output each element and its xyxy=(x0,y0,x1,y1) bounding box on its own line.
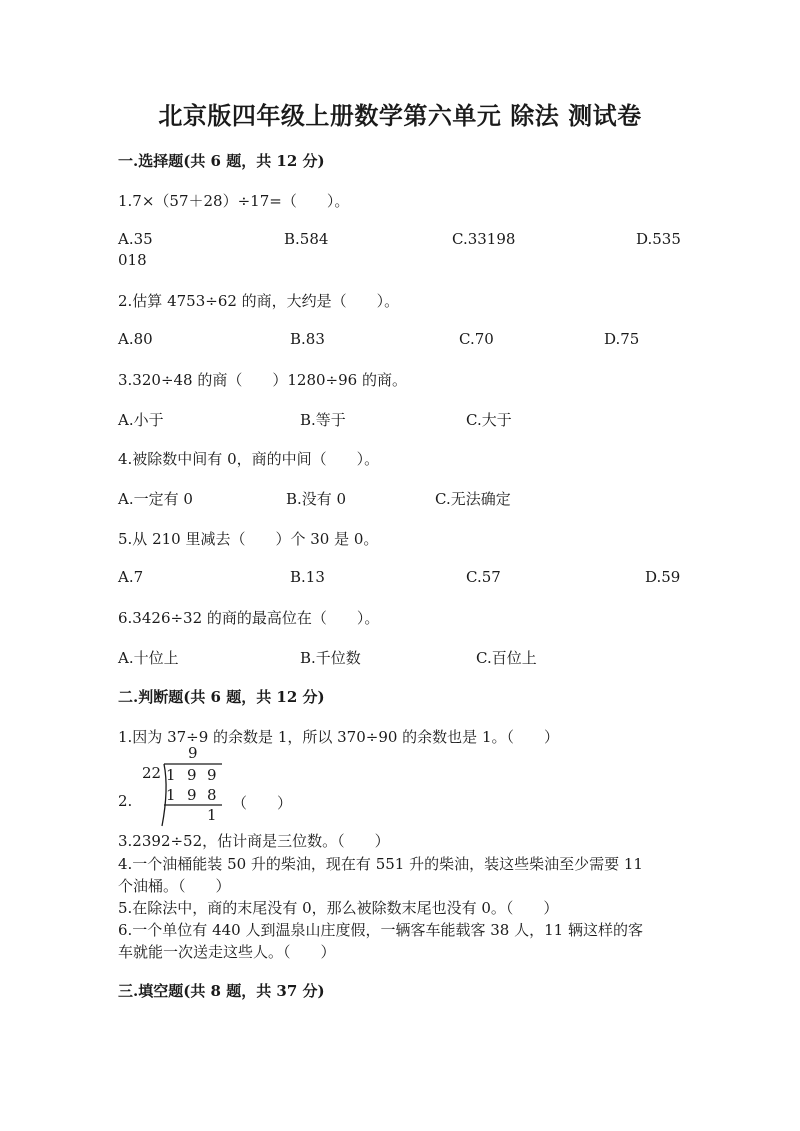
option-c: C.大于 xyxy=(466,411,512,429)
option-d: D.75 xyxy=(604,330,640,348)
division-remainder: 1 xyxy=(207,806,217,824)
option-d: D.535 xyxy=(636,230,681,248)
option-c: C.百位上 xyxy=(476,649,537,667)
division-product-digit: 8 xyxy=(207,786,217,804)
question-4: 4.被除数中间有 0，商的中间（ ）。 xyxy=(118,450,380,468)
question-5: 5.从 210 里减去（ ）个 30 是 0。 xyxy=(118,530,379,548)
division-dividend-digit: 1 xyxy=(166,766,176,784)
long-division-figure xyxy=(140,744,240,824)
option-c: C.70 xyxy=(459,330,494,348)
option-c: C.无法确定 xyxy=(435,490,511,508)
option-b: B.83 xyxy=(290,330,325,348)
option-b: B.等于 xyxy=(300,411,346,429)
judge-question-4-line1: 4.一个油桶能装 50 升的柴油，现在有 551 升的柴油，装这些柴油至少需要 11 xyxy=(118,855,643,873)
judge-question-2-paren: （ ） xyxy=(232,794,293,812)
judge-question-5: 5.在除法中，商的末尾没有 0，那么被除数末尾也没有 0。（ ） xyxy=(118,899,559,917)
question-3: 3.320÷48 的商（ ）1280÷96 的商。 xyxy=(118,371,407,389)
option-a: A.35 xyxy=(118,230,153,248)
option-b: B.没有 0 xyxy=(286,490,347,508)
division-dividend-digit: 9 xyxy=(187,766,197,784)
option-c: C.57 xyxy=(466,568,501,586)
division-dividend-digit: 9 xyxy=(207,766,217,784)
option-a: A.小于 xyxy=(118,411,164,429)
question-6: 6.3426÷32 的商的最高位在（ ）。 xyxy=(118,609,380,627)
question-2: 2.估算 4753÷62 的商，大约是（ ）。 xyxy=(118,292,400,310)
judge-question-3: 3.2392÷52，估计商是三位数。（ ） xyxy=(118,832,390,850)
division-product-digit: 9 xyxy=(187,786,197,804)
option-a: A.80 xyxy=(118,330,153,348)
division-quotient: 9 xyxy=(188,744,198,762)
division-divisor: 22 xyxy=(142,764,162,782)
option-b: B.千位数 xyxy=(300,649,361,667)
judge-question-1: 1.因为 37÷9 的余数是 1，所以 370÷90 的余数也是 1。（ ） xyxy=(118,728,559,746)
option-d: D.59 xyxy=(645,568,681,586)
judge-question-4-line2: 个油桶。（ ） xyxy=(118,877,231,895)
option-c: C.33198 xyxy=(452,230,516,248)
judge-question-6-line1: 6.一个单位有 440 人到温泉山庄度假，一辆客车能载客 38 人，11 辆这样的客 xyxy=(118,921,643,939)
section-heading-judgement: 二.判断题(共 6 题，共 12 分) xyxy=(118,688,325,706)
question-1: 1.7×（57＋28）÷17=（ ）。 xyxy=(118,192,350,210)
section-heading-choice: 一.选择题(共 6 题，共 12 分) xyxy=(118,152,325,170)
option-a: A.7 xyxy=(118,568,144,586)
division-bracket-lines xyxy=(140,744,240,828)
option-b: B.584 xyxy=(284,230,329,248)
division-product-digit: 1 xyxy=(166,786,176,804)
page-title: 北京版四年级上册数学第六单元 除法 测试卷 xyxy=(158,101,642,130)
judge-question-2-label: 2. xyxy=(118,792,133,810)
section-heading-fill-blank: 三.填空题(共 8 题，共 37 分) xyxy=(118,982,325,1000)
judge-question-6-line2: 车就能一次送走这些人。（ ） xyxy=(118,943,336,961)
option-a: A.一定有 0 xyxy=(118,490,193,508)
option-b: B.13 xyxy=(290,568,325,586)
option-d-overflow: 018 xyxy=(118,251,147,269)
option-a: A.十位上 xyxy=(118,649,179,667)
